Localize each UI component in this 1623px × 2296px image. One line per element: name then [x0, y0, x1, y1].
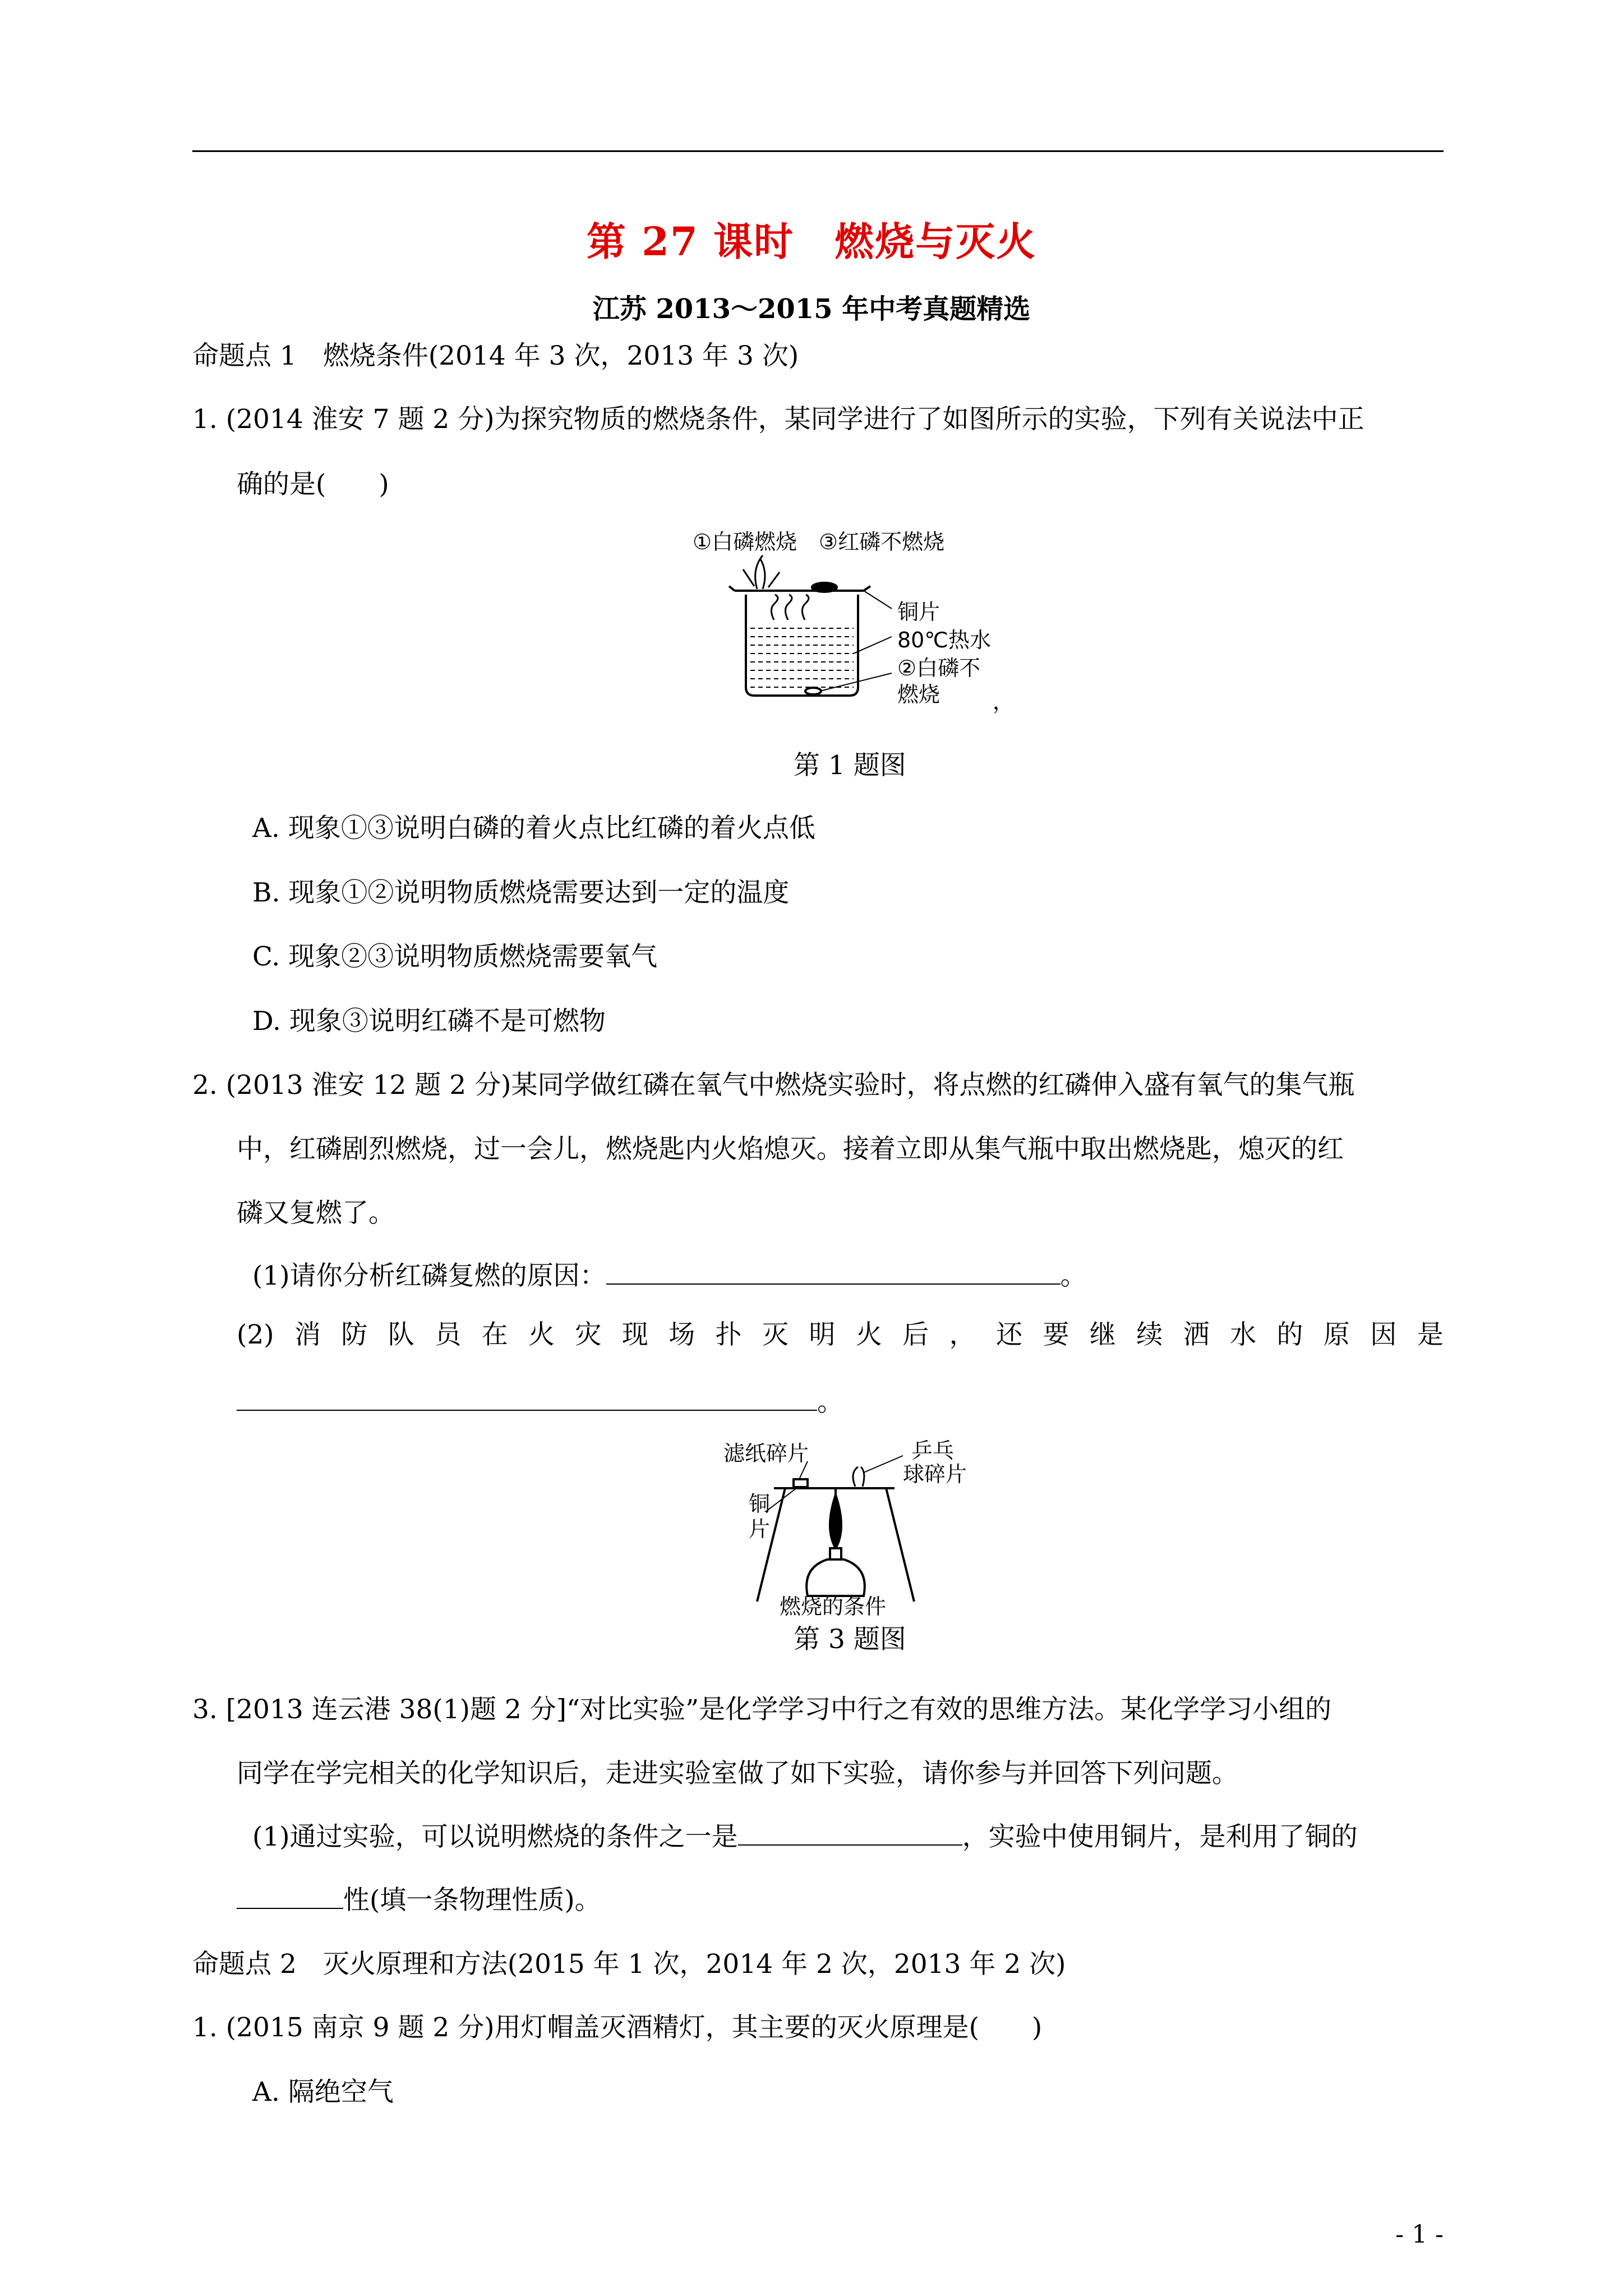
q3-sub1-blank-2[interactable]: [237, 1885, 343, 1909]
q2-sub2-word: 灾: [575, 1319, 602, 1350]
q2-sub2-word: 后: [902, 1319, 929, 1350]
q2-line1: 2. (2013 淮安 12 题 2 分)某同学做红磷在氧气中燃烧实验时，将点燃的红磷伸入盛有氧气的集气瓶: [192, 1070, 1355, 1101]
page-number: - 1 -: [1395, 2220, 1444, 2249]
q3-line2: 同学在学完相关的化学知识后，走进实验室做了如下实验，请你参与并回答下列问题。: [237, 1758, 1238, 1789]
fig1-label-2b: 燃烧: [897, 682, 940, 707]
q2-sub2-word: 员: [435, 1319, 462, 1350]
fig3-caption: 第 3 题图: [794, 1624, 906, 1655]
section1-heading: 命题点 1 燃烧条件(2014 年 3 次，2013 年 3 次): [192, 341, 799, 371]
header-rule: [192, 150, 1444, 152]
fig1-label-copper: 铜片: [897, 600, 940, 624]
q1-line1: 1. (2014 淮安 7 题 2 分)为探究物质的燃烧条件，某同学进行了如图所示的实验，下列有关说法中正: [192, 404, 1364, 435]
q2-sub1: [252, 1259, 1087, 1293]
q2-line3: 磷又复燃了。: [237, 1198, 395, 1228]
q2-sub2-word: 要: [1043, 1319, 1069, 1350]
q2-sub2-word: 现: [621, 1319, 648, 1350]
q2-sub2-end: 。: [817, 1387, 843, 1418]
q2-sub2-word: 续: [1136, 1319, 1163, 1350]
fig3-label-filter: 滤纸碎片: [723, 1441, 809, 1466]
q2-sub2-word: 灭: [762, 1319, 789, 1350]
figure-3: [723, 1433, 981, 1618]
q1-option-d: D. 现象③说明红磷不是可燃物: [252, 1006, 606, 1037]
q3-sub1-tail: 性(填一条物理性质)。: [343, 1885, 601, 1916]
q1-option-b: B. 现象①②说明物质燃烧需要达到一定的温度: [252, 877, 790, 908]
page-title: 第 27 课时 燃烧与灭火: [586, 218, 1037, 265]
s2-q1-option-a: A. 隔绝空气: [252, 2077, 394, 2108]
q3-sub1: [252, 1820, 1358, 1854]
q1-option-c: C. 现象②③说明物质燃烧需要氧气: [252, 941, 658, 972]
fig3-label-bottom: 燃烧的条件: [780, 1594, 887, 1619]
q2-sub2-word: 因: [1370, 1319, 1397, 1350]
q2-sub2-word: 场: [668, 1319, 695, 1350]
fig1-label-3: ③红磷不燃烧: [819, 530, 945, 554]
fig3-label-copper-b: 片: [749, 1517, 771, 1542]
s2-q1-line1: 1. (2015 南京 9 题 2 分)用灯帽盖灭酒精灯，其主要的灭火原理是( ): [192, 2012, 1043, 2043]
q2-sub2-word: 还: [996, 1319, 1023, 1350]
q2-sub2-word: 队: [388, 1319, 414, 1350]
q1-option-a: A. 现象①③说明白磷的着火点比红磷的着火点低: [252, 813, 815, 844]
q3-sub1-blank-1[interactable]: [738, 1822, 962, 1846]
q2-sub2-word: 继: [1089, 1319, 1116, 1350]
q2-sub1-suffix: 。: [1060, 1260, 1087, 1291]
q2-sub2-word: 原: [1323, 1319, 1350, 1350]
q2-sub2-answer: [237, 1386, 843, 1419]
q2-sub2-word: (2): [237, 1319, 274, 1350]
q2-sub2-word: 明: [809, 1319, 836, 1350]
q2-sub1-prefix: (1)请你分析红磷复燃的原因：: [252, 1260, 606, 1291]
q2-sub2-word: 是: [1417, 1319, 1444, 1350]
fig3-label-pingpong-b: 球碎片: [903, 1462, 967, 1487]
section2-heading: 命题点 2 灭火原理和方法(2015 年 1 次，2014 年 2 次，2013 年 2 次): [192, 1949, 1066, 1980]
q2-sub2-word: 在: [481, 1319, 508, 1350]
q3-sub1-cont: [237, 1884, 601, 1917]
q2-sub2-word: 扑: [715, 1319, 742, 1350]
q2-sub2-word: 火: [528, 1319, 555, 1350]
q2-line2: 中，红磷剧烈燃烧，过一会儿，燃烧匙内火焰熄灭。接着立即从集气瓶中取出燃烧匙，熄灭的红: [237, 1134, 1344, 1165]
q2-sub2-line: [237, 1318, 1444, 1352]
q2-sub2-word: 洒: [1183, 1319, 1210, 1350]
q2-sub2-word: 防: [341, 1319, 368, 1350]
q2-sub2-blank[interactable]: [237, 1387, 817, 1411]
figure-1: [690, 524, 1026, 714]
fig1-label-1: ①白磷燃烧: [693, 530, 797, 554]
q3-sub1-mid: ，实验中使用铜片，是利用了铜的: [962, 1821, 1358, 1852]
page-subtitle: 江苏 2013～2015 年中考真题精选: [592, 293, 1031, 325]
fig3-label-pingpong-a: 乒乓: [911, 1438, 955, 1463]
q1-line2: 确的是( ): [237, 469, 389, 500]
q2-sub2-word: 水: [1230, 1319, 1257, 1350]
fig3-label-copper-a: 铜: [749, 1492, 771, 1516]
q3-line1: 3. [2013 连云港 38(1)题 2 分]“对比实验”是化学学习中行之有效的思维方法。某化学学习小组的: [192, 1694, 1332, 1725]
q2-sub2-word: ，: [949, 1319, 976, 1350]
q2-sub2-word: 消: [294, 1319, 321, 1350]
q2-sub2-word: 的: [1276, 1319, 1303, 1350]
fig1-caption: 第 1 题图: [794, 750, 906, 781]
fig1-label-water: 80℃热水: [897, 628, 992, 652]
fig1-comma: ，: [993, 689, 1015, 714]
q2-sub2-word: 火: [855, 1319, 882, 1350]
q3-sub1-prefix: (1)通过实验，可以说明燃烧的条件之一是: [252, 1821, 738, 1852]
q2-sub1-blank[interactable]: [606, 1261, 1061, 1285]
fig1-label-2a: ②白磷不: [897, 656, 981, 680]
